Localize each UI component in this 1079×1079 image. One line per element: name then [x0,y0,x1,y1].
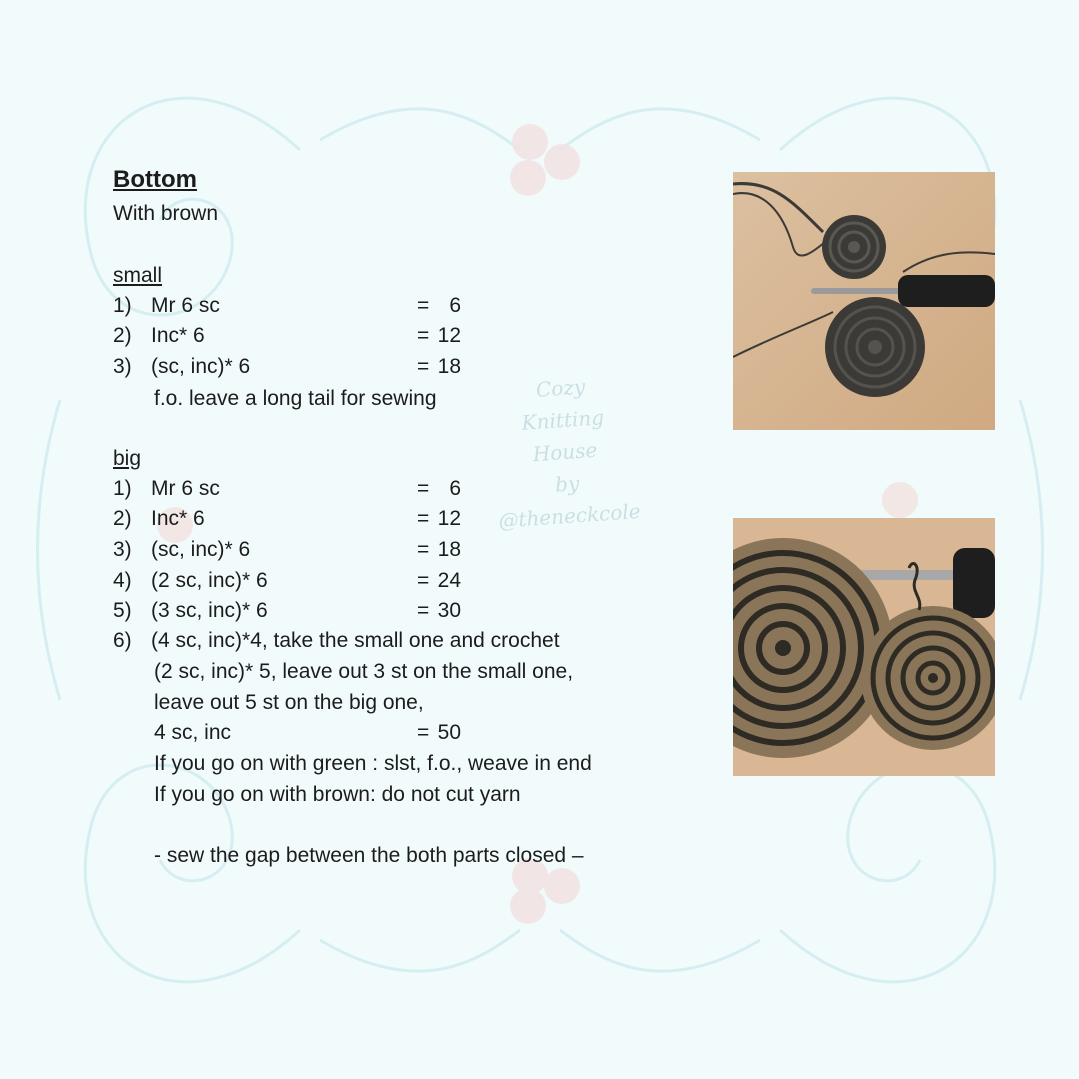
crochet-circles-with-hook-icon [733,172,995,430]
row-instruction: Mr 6 sc [151,477,220,500]
equals-sign: = [417,294,430,317]
pattern-row [113,569,673,597]
row-instruction: (3 sc, inc)* 6 [151,599,268,622]
big-heading: big [113,447,142,470]
pattern-row [113,355,673,383]
stitch-count: 18 [437,538,461,561]
watermark-line: Knitting [520,405,605,435]
row-instruction: Inc* 6 [151,324,205,347]
equals-sign: = [417,569,430,592]
row-instruction: (4 sc, inc)*4, take the small one and crochet [151,629,560,652]
row-number: 3) [113,355,132,378]
yarn-note: With brown [113,202,219,225]
stitch-count: 6 [449,477,461,500]
row-instruction: 4 sc, inc [154,721,232,744]
watermark-line: @theneckcole [497,498,642,533]
row-number: 1) [113,477,132,500]
row-number: 2) [113,324,132,347]
step6-continuation: (2 sc, inc)* 5, leave out 3 st on the small one, [154,660,574,683]
small-heading: small [113,264,163,287]
step6-continuation: leave out 5 st on the big one, [154,691,424,714]
row-instruction: Inc* 6 [151,507,205,530]
sew-note: - sew the gap between the both parts closed – [154,844,584,867]
row-instruction: (sc, inc)* 6 [151,355,251,378]
row-number: 5) [113,599,132,622]
watermark-line: Cozy [535,374,586,402]
equals-sign: = [417,721,430,744]
finish-note: f.o. leave a long tail for sewing [154,387,437,410]
pattern-row [113,294,673,322]
joined-crochet-circles-icon [733,518,995,776]
stitch-count: 12 [437,324,461,347]
row-number: 4) [113,569,132,592]
stitch-count: 6 [449,294,461,317]
section-heading: Bottom [113,166,197,193]
row-instruction: (sc, inc)* 6 [151,538,251,561]
stitch-count: 12 [437,507,461,530]
stitch-count: 24 [437,569,461,592]
green-note: If you go on with green : slst, f.o., weave in end [154,752,592,775]
watermark-line: House [532,437,598,467]
pattern-row [113,538,673,566]
equals-sign: = [417,324,430,347]
stitch-count: 50 [437,721,461,744]
row-instruction: (2 sc, inc)* 6 [151,569,268,592]
stitch-count: 18 [437,355,461,378]
brown-note: If you go on with brown: do not cut yarn [154,783,521,806]
row-number: 3) [113,538,132,561]
pattern-row [113,599,673,627]
row-number: 1) [113,294,132,317]
pattern-row [113,477,673,505]
equals-sign: = [417,599,430,622]
pattern-row [113,324,673,352]
row-number: 2) [113,507,132,530]
equals-sign: = [417,355,430,378]
crochet-circles-photo [733,172,995,430]
stitch-count: 30 [437,599,461,622]
equals-sign: = [417,507,430,530]
watermark-line: by [554,471,581,497]
equals-sign: = [417,538,430,561]
pattern-row [113,721,673,749]
pattern-row [113,507,673,535]
equals-sign: = [417,477,430,500]
joined-circles-photo [733,518,995,776]
pattern-row [113,629,673,657]
row-number: 6) [113,629,132,652]
row-instruction: Mr 6 sc [151,294,220,317]
